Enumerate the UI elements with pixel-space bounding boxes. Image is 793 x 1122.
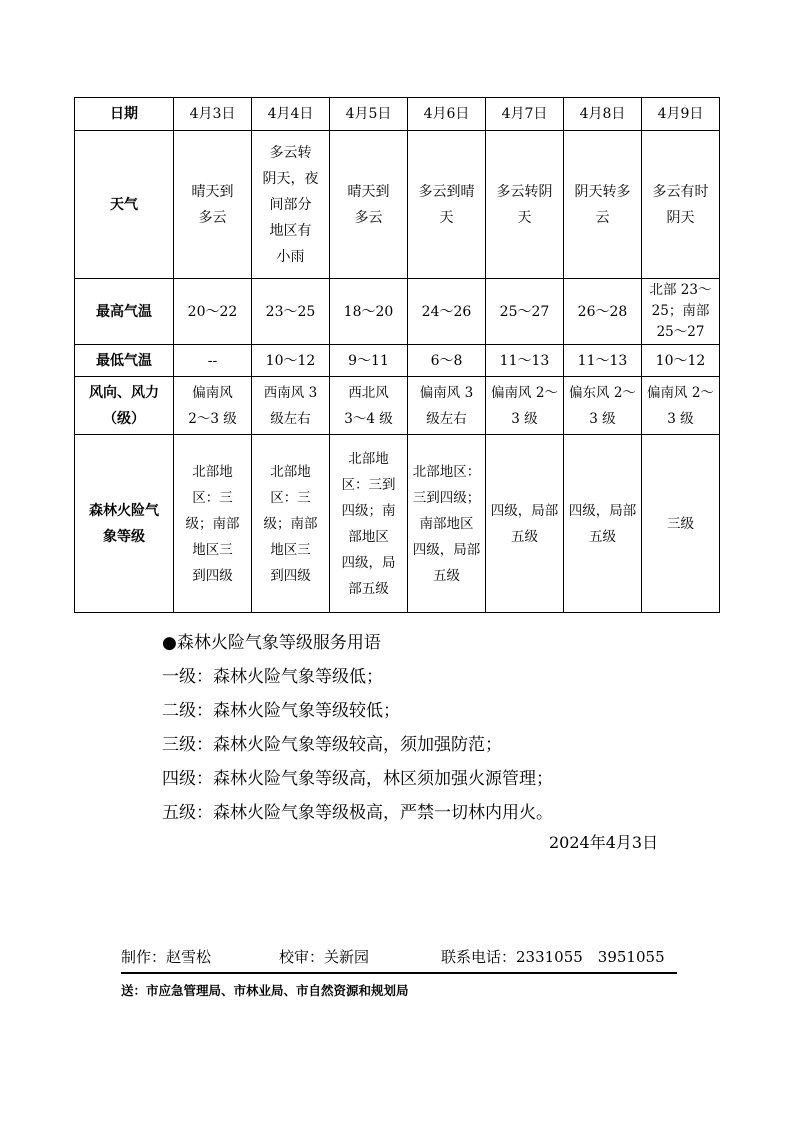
cell-text: 偏东风 2～ bbox=[569, 384, 636, 401]
cell-text: 25～27 bbox=[656, 324, 705, 340]
cell-text: -- bbox=[207, 352, 218, 369]
min-temp-cell bbox=[174, 345, 252, 377]
cell-text: 日期 bbox=[110, 106, 138, 122]
cell-text: 11～13 bbox=[499, 352, 550, 369]
term-level-1: 一级：森林火险气象等级低； bbox=[162, 667, 383, 687]
cell-text: 6～8 bbox=[430, 352, 463, 369]
cell-text: 多云有时 bbox=[652, 183, 709, 200]
header-row bbox=[75, 98, 720, 131]
cell-text: 四级，局 bbox=[341, 554, 396, 571]
max-temp-cell bbox=[642, 279, 720, 345]
date-cell bbox=[642, 98, 720, 131]
wind-label-cell bbox=[75, 377, 174, 435]
weather-cell bbox=[252, 131, 330, 279]
cell-text: 最高气温 bbox=[96, 303, 152, 320]
date-cell bbox=[408, 98, 486, 131]
cell-text: 北部地 bbox=[270, 463, 311, 480]
cell-text: 23～25 bbox=[265, 303, 316, 320]
date-label-cell bbox=[75, 98, 174, 131]
date-cell bbox=[564, 98, 642, 131]
cell-text: 偏南风 bbox=[192, 384, 233, 401]
cell-text: 4月9日 bbox=[657, 106, 704, 122]
max-temp-cell bbox=[564, 279, 642, 345]
weather-row bbox=[75, 131, 720, 279]
cell-text: 五级 bbox=[433, 567, 460, 584]
cell-text: 间部分 bbox=[269, 196, 312, 213]
cell-text: 多云转阴 bbox=[496, 183, 553, 200]
min-temp-cell bbox=[486, 345, 564, 377]
cell-text: 地区有 bbox=[269, 222, 312, 239]
cell-text: 北部地 bbox=[348, 450, 389, 467]
cell-text: 西南风 3 bbox=[263, 384, 318, 401]
cell-text: 三级 bbox=[667, 515, 694, 532]
max-temp-label-cell bbox=[75, 279, 174, 345]
cell-text: 北部地区： bbox=[412, 463, 481, 480]
cell-text: 云 bbox=[595, 209, 610, 226]
cell-text: 4月7日 bbox=[501, 106, 548, 122]
issue-date: 2024年4月3日 bbox=[549, 833, 659, 852]
max-temp-cell bbox=[330, 279, 408, 345]
cell-text: 级；南部 bbox=[185, 515, 240, 532]
credits-line bbox=[121, 946, 677, 970]
cell-text: 3 级 bbox=[511, 410, 538, 427]
cell-text: 级左右 bbox=[270, 410, 311, 427]
cell-text: 多云 bbox=[354, 209, 383, 226]
weather-cell bbox=[330, 131, 408, 279]
date-cell bbox=[486, 98, 564, 131]
cell-text: 11～13 bbox=[577, 352, 628, 369]
cell-text: 象等级 bbox=[103, 528, 145, 545]
min-temp-label-cell bbox=[75, 345, 174, 377]
cell-text: 北部 23～ bbox=[649, 282, 712, 298]
cell-text: 南部地区 bbox=[419, 515, 474, 532]
max-temp-cell bbox=[486, 279, 564, 345]
cell-text: 阴天 bbox=[666, 209, 695, 226]
cell-text: 风向、风力 bbox=[89, 384, 159, 401]
wind-cell bbox=[408, 377, 486, 435]
cell-text: 最低气温 bbox=[96, 352, 152, 369]
cell-text: 10～12 bbox=[265, 352, 316, 369]
min-temp-cell bbox=[330, 345, 408, 377]
min-temp-cell bbox=[564, 345, 642, 377]
cell-text: 3 级 bbox=[667, 410, 694, 427]
cell-text: 阴天，夜 bbox=[262, 170, 319, 187]
cell-text: 五级 bbox=[511, 528, 538, 545]
weather-cell bbox=[642, 131, 720, 279]
cell-text: 部五级 bbox=[348, 580, 389, 597]
cell-text: 西北风 bbox=[348, 384, 389, 401]
wind-cell bbox=[330, 377, 408, 435]
cell-text: 森林火险气 bbox=[89, 502, 159, 519]
max-temp-row bbox=[75, 279, 720, 345]
cell-text: 晴天到 bbox=[347, 183, 390, 200]
fire-risk-cell bbox=[642, 435, 720, 613]
cell-text: 四级，局部 bbox=[412, 541, 481, 558]
weather-cell bbox=[486, 131, 564, 279]
fire-risk-row bbox=[75, 435, 720, 613]
wind-cell bbox=[174, 377, 252, 435]
cell-text: 天 bbox=[517, 209, 532, 226]
cell-text: 区：三 bbox=[270, 489, 311, 506]
max-temp-cell bbox=[252, 279, 330, 345]
cell-text: 25；南部 bbox=[651, 303, 710, 319]
cell-text: 四级，局部 bbox=[568, 502, 637, 519]
forecast-table bbox=[74, 97, 720, 613]
wind-cell bbox=[564, 377, 642, 435]
weather-label-cell bbox=[75, 131, 174, 279]
cell-text: 多云到晴 bbox=[418, 183, 475, 200]
wind-cell bbox=[642, 377, 720, 435]
cell-text: 多云转 bbox=[269, 144, 312, 161]
cell-text: 五级 bbox=[589, 528, 616, 545]
weather-cell bbox=[564, 131, 642, 279]
wind-cell bbox=[252, 377, 330, 435]
min-temp-cell bbox=[408, 345, 486, 377]
terms-title: ●森林火险气象等级服务用语 bbox=[162, 633, 381, 653]
cell-text: 区：三 bbox=[192, 489, 233, 506]
weather-cell bbox=[408, 131, 486, 279]
fire-risk-terms bbox=[162, 626, 553, 830]
min-temp-row bbox=[75, 345, 720, 377]
fire-risk-cell bbox=[330, 435, 408, 613]
cell-text: 3 级 bbox=[589, 410, 616, 427]
cell-text: （级） bbox=[103, 410, 145, 427]
cell-text: 25～27 bbox=[499, 303, 550, 320]
cell-text: 2～3 级 bbox=[188, 410, 237, 427]
cell-text: 偏南风 2～ bbox=[491, 384, 558, 401]
footer-rule bbox=[121, 972, 677, 974]
cell-text: 4月5日 bbox=[345, 106, 392, 122]
term-level-5: 五级：森林火险气象等级极高，严禁一切林内用火。 bbox=[162, 803, 553, 823]
term-level-2: 二级：森林火险气象等级较低； bbox=[162, 701, 400, 721]
cell-text: 地区三 bbox=[192, 541, 233, 558]
cell-text: 到四级 bbox=[192, 567, 233, 584]
cell-text: 3～4 级 bbox=[344, 410, 393, 427]
term-level-3: 三级：森林火险气象等级较高，须加强防范； bbox=[162, 735, 502, 755]
date-cell bbox=[330, 98, 408, 131]
wind-row bbox=[75, 377, 720, 435]
cell-text: 天气 bbox=[110, 196, 138, 213]
producer: 制作：赵雪松 bbox=[121, 948, 212, 966]
cell-text: 区：三到 bbox=[341, 476, 396, 493]
cell-text: 部地区 bbox=[348, 528, 389, 545]
footer bbox=[121, 946, 677, 999]
fire-risk-cell bbox=[252, 435, 330, 613]
fire-risk-label-cell bbox=[75, 435, 174, 613]
cell-text: 4月4日 bbox=[267, 106, 314, 122]
cell-text: 4月3日 bbox=[189, 106, 236, 122]
cell-text: 四级；南 bbox=[341, 502, 396, 519]
cell-text: 24～26 bbox=[421, 303, 472, 320]
weather-cell bbox=[174, 131, 252, 279]
min-temp-cell bbox=[642, 345, 720, 377]
cell-text: 偏南风 3 bbox=[419, 384, 474, 401]
date-cell bbox=[174, 98, 252, 131]
date-cell bbox=[252, 98, 330, 131]
fire-risk-cell bbox=[564, 435, 642, 613]
cell-text: 偏南风 2～ bbox=[647, 384, 714, 401]
cell-text: 天 bbox=[439, 209, 454, 226]
max-temp-cell bbox=[408, 279, 486, 345]
cell-text: 级；南部 bbox=[263, 515, 318, 532]
max-temp-cell bbox=[174, 279, 252, 345]
cell-text: 地区三 bbox=[270, 541, 311, 558]
cell-text: 级左右 bbox=[426, 410, 467, 427]
contact-phone: 联系电话：2331055 3951055 bbox=[441, 948, 665, 966]
fire-risk-cell bbox=[174, 435, 252, 613]
cell-text: 晴天到 bbox=[191, 183, 234, 200]
cell-text: 四级，局部 bbox=[490, 502, 559, 519]
cell-text: 多云 bbox=[198, 209, 227, 226]
term-level-4: 四级：森林火险气象等级高，林区须加强火源管理； bbox=[162, 769, 553, 789]
cell-text: 小雨 bbox=[276, 248, 305, 265]
fire-risk-cell bbox=[486, 435, 564, 613]
cell-text: 阴天转多 bbox=[574, 183, 631, 200]
send-to: 送：市应急管理局、市林业局、市自然资源和规划局 bbox=[121, 983, 409, 998]
cell-text: 4月6日 bbox=[423, 106, 470, 122]
cell-text: 北部地 bbox=[192, 463, 233, 480]
wind-cell bbox=[486, 377, 564, 435]
cell-text: 10～12 bbox=[655, 352, 706, 369]
fire-risk-cell bbox=[408, 435, 486, 613]
cell-text: 18～20 bbox=[343, 303, 394, 320]
cell-text: 三到四级； bbox=[412, 489, 481, 506]
cell-text: 9～11 bbox=[348, 352, 389, 369]
cell-text: 26～28 bbox=[577, 303, 628, 320]
reviewer: 校审：关新园 bbox=[279, 948, 370, 966]
cell-text: 20～22 bbox=[187, 303, 238, 320]
cell-text: 到四级 bbox=[270, 567, 311, 584]
min-temp-cell bbox=[252, 345, 330, 377]
cell-text: 4月8日 bbox=[579, 106, 626, 122]
